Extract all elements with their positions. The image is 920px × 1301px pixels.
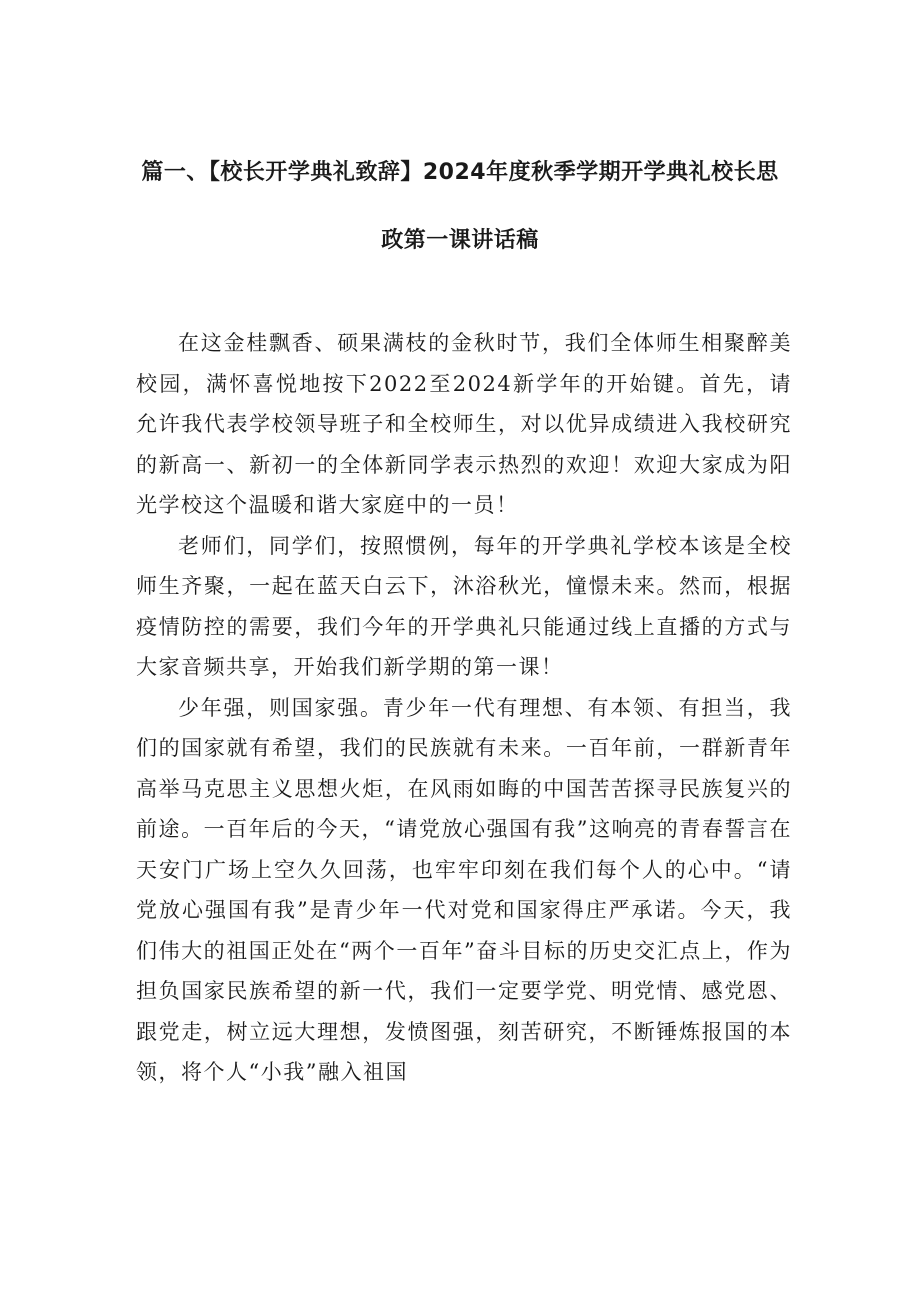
document-body: [136, 323, 792, 1093]
document-title-line-2: 政第一课讲话稿: [381, 228, 539, 253]
paragraph-3: 少年强，则国家强。青少年一代有理想、有本领、有担当，我们的国家就有希望，我们的民族就有未来。一百年前，一群新青年高举马克思主义思想火炬，在风雨如晦的中国苦苦探寻民族复兴的前途。一百年后的今天，“请党放心强国有我”这响亮的青春誓言在天安门广场上空久久回荡，也牢牢印刻在我们每个人的心中。“请党放心强国有我”是青少年一代对党和国家得庄严承诺。今天，我们伟大的祖国正处在“两个一百年”奋斗目标的历史交汇点上，作为担负国家民族希望的新一代，我们一定要学党、明党情、感党恩、跟党走，树立远大理想，发愤图强，刻苦研究，不断锤炼报国的本领，将个人“小我”融入祖国: [136, 695, 792, 1084]
document-title-line-1: 篇一、【校长开学典礼致辞】2024年度秋季学期开学典礼校长思: [141, 160, 779, 185]
paragraph-2: 老师们，同学们，按照惯例，每年的开学典礼学校本该是全校师生齐聚，一起在蓝天白云下，沐浴秋光，憧憬未来。然而，根据疫情防控的需要，我们今年的开学典礼只能通过线上直播的方式与大家音频共享，开始我们新学期的第一课！: [136, 533, 792, 679]
paragraph-1: 在这金桂飘香、硕果满枝的金秋时节，我们全体师生相聚醉美校园，满怀喜悦地按下2022至2024新学年的开始键。首先，请允许我代表学校领导班子和全校师生，对以优异成绩进入我校研究的新高一、新初一的全体新同学表示热烈的欢迎！欢迎大家成为阳光学校这个温暖和谐大家庭中的一员！: [136, 331, 792, 517]
